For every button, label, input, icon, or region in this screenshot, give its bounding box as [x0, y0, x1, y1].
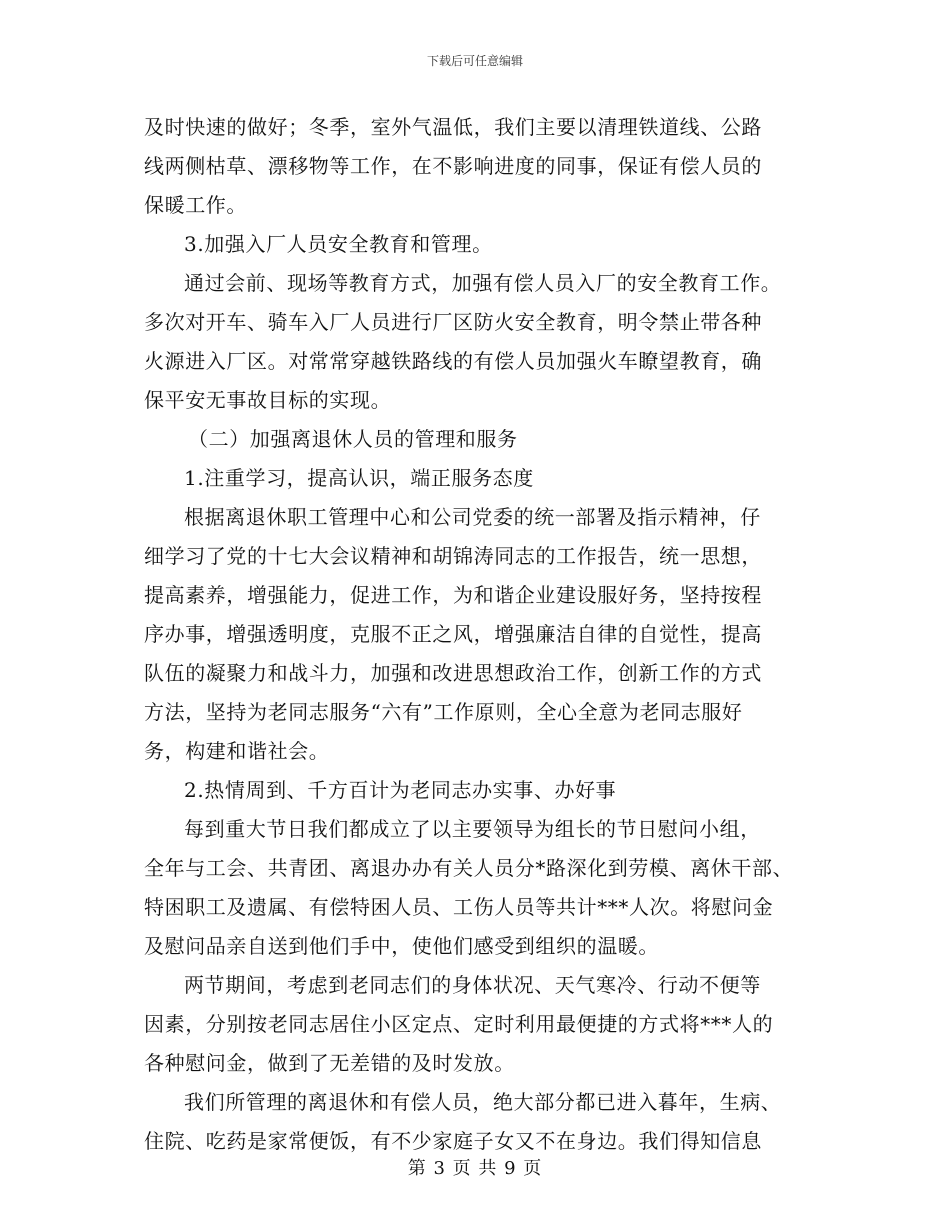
section-heading: 3.加强入厂人员安全教育和管理。 — [184, 232, 493, 256]
body-line: 提高素养，增强能力，促进工作，为和谐企业建设服好务，坚持按程 — [144, 583, 762, 607]
body-line: 特困职工及遗属、有偿特困人员、工伤人员等共计***人次。将慰问金 — [144, 895, 774, 919]
body-line: 保暖工作。 — [144, 193, 247, 217]
body-line: 每到重大节日我们都成立了以主要领导为组长的节日慰问小组， — [184, 817, 761, 841]
section-heading: （二）加强离退休人员的管理和服务 — [188, 427, 518, 451]
section-heading: 1.注重学习，提高认识，端正服务态度 — [184, 466, 534, 490]
body-line: 务，构建和谐社会。 — [144, 739, 330, 763]
body-line: 住院、吃药是家常便饭，有不少家庭子女又不在身边。我们得知信息 — [144, 1129, 762, 1153]
section-heading: 2.热情周到、千方百计为老同志办实事、办好事 — [184, 778, 617, 802]
body-line: 细学习了党的十七大会议精神和胡锦涛同志的工作报告，统一思想， — [144, 544, 762, 568]
body-line: 及时快速的做好；冬季，室外气温低，我们主要以清理铁道线、公路 — [144, 115, 762, 139]
page-number-footer: 第 3 页 共 9 页 — [407, 1158, 543, 1179]
body-line: 通过会前、现场等教育方式，加强有偿人员入厂的安全教育工作。 — [184, 271, 782, 295]
body-line: 多次对开车、骑车入厂人员进行厂区防火安全教育，明令禁止带各种 — [144, 310, 762, 334]
body-line: 我们所管理的离退休和有偿人员，绝大部分都已进入暮年，生病、 — [184, 1090, 782, 1114]
body-line: 火源进入厂区。对常常穿越铁路线的有偿人员加强火车瞭望教育，确 — [144, 349, 762, 373]
document-body — [144, 108, 809, 1161]
body-line: 各种慰问金，做到了无差错的及时发放。 — [144, 1051, 515, 1075]
body-line: 及慰问品亲自送到他们手中，使他们感受到组织的温暖。 — [144, 934, 659, 958]
body-line: 序办事，增强透明度，克服不正之风，增强廉洁自律的自觉性，提高 — [144, 622, 762, 646]
body-line: 全年与工会、共青团、离退办办有关人员分*路深化到劳模、离休干部、 — [144, 856, 794, 880]
body-line: 保平安无事故目标的实现。 — [144, 388, 392, 412]
body-line: 两节期间，考虑到老同志们的身体状况、天气寒冷、行动不便等 — [184, 973, 761, 997]
header-note: 下载后可任意编辑 — [426, 54, 523, 68]
body-line: 方法，坚持为老同志服务“六有”工作原则，全心全意为老同志服好 — [144, 700, 743, 724]
body-line: 队伍的凝聚力和战斗力，加强和改进思想政治工作，创新工作的方式 — [144, 661, 762, 685]
body-line: 根据离退休职工管理中心和公司党委的统一部署及指示精神，仔 — [184, 505, 761, 529]
body-line: 因素，分别按老同志居住小区定点、定时利用最便捷的方式将***人的 — [144, 1012, 774, 1036]
body-line: 线两侧枯草、漂移物等工作，在不影响进度的同事，保证有偿人员的 — [144, 154, 762, 178]
